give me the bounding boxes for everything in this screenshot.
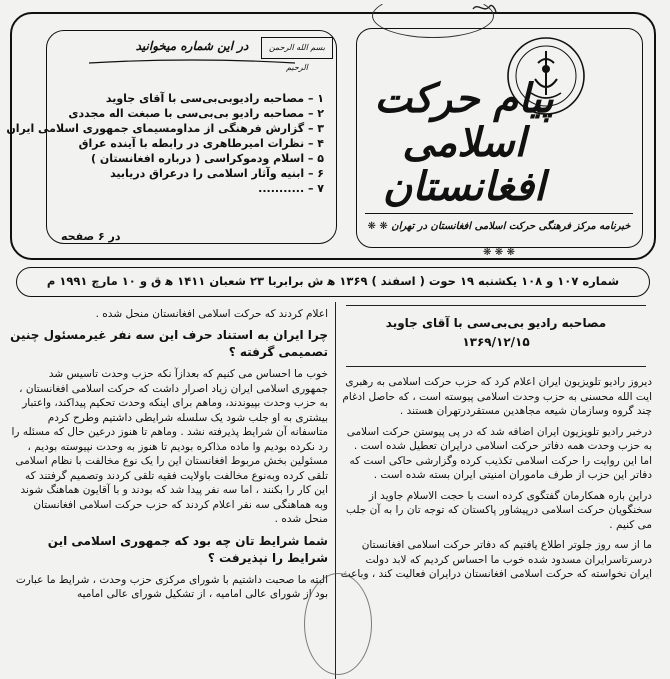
- interview-title: مصاحبه رادیو بی‌بی‌سی با آقای جاوید: [385, 316, 607, 330]
- article-paragraph: ما از سه روز جلوتر اطلاع یافتیم که دفاتر حرکت اسلامی افغانستان درسرتاسرایران مسدود شده خوب ما احساس کردیم که لابد دولت ایران نخواسته که حرکت اسلامی افغانستان درایران فعالیت کند ، وباعث: [340, 539, 652, 580]
- star-ornament-right: ❋ ❋ ❋: [482, 247, 516, 258]
- basmala: بسم الله الرحمن الرحيم: [261, 37, 333, 59]
- contents-item: ۲ – مصاحبه رادیو بی‌بی‌سی با صبغت اله مجددی: [68, 107, 324, 120]
- newspaper-title: پیام حرکت اسلامی افغانستان: [374, 75, 554, 210]
- interview-date: ۱۳۶۹/۱۲/۱۵: [462, 334, 530, 349]
- article-paragraph: دراین باره همکارمان گفتگوی کرده است با حجت الاسلام جاوید از سخنگویان حرکت اسلامی درپیشاور پاکستان که توجه تان را به آن جلب می کنیم .: [346, 489, 652, 531]
- contents-item: ۵ – اسلام ودموکراسی ( درباره افغانستان ): [91, 152, 324, 165]
- right-column: [340, 303, 652, 588]
- interview-heading-box: [346, 305, 646, 367]
- contents-list: [6, 91, 324, 196]
- contents-item: ۶ – ابنیه وآثار اسلامی را درعراق دریابید: [110, 167, 324, 180]
- article-paragraph: دیروز رادیو تلویزیون ایران اعلام کرد که حزب حرکت اسلامی به رهبری ایت الله محسنی به حزب وحدت اسلامی پیوسته است ، که حاصل ادغام چند گروه وسازمان شیعه مجاهدین مستقردرتهران هستند .: [342, 376, 652, 417]
- question-heading: شما شرایط تان چه بود که جمهوری اسلامی این شرایط را نپذیرفت ؟: [47, 533, 328, 565]
- contents-item: ۷ – ...........: [258, 182, 324, 195]
- answer-paragraph: خوب ما احساس می کنیم که بعدازآ نکه حزب وحدت تاسیس شد جمهوری اسلامی ایران زیاد اصرار داشت که حرکت اسلامی افغانستان ، به حزب وحدت بپیوندند، وماهم برای اینکه وحدت تحکیم پیداکند، واعتبار بیشتری به او جلب شود یک سلسله شرایطی داشتیم وطرح کردم متاسفانه آن شرایط پذیرفته نشد . وماهم تا هنوز درعین حال که مسئله را رد نکرده بودیم وا ماده مذاکره بودیم تا هنوز به وحدت نپیوسته بودیم ، مسئولین بخش مربوط افغانستان این را یک نوع مخالفت با نظام اسلامی تلقی کرده وبه‌نوع مخالفت باولایت فقیه تلقی کردند وتصمیم گرفتند که این کار را بکنند ، اما سه نفر پیدا شد که بودند و با آقایون هماهنگ شوند وبه هماهنگی سه نفر اعلام کردند که حزب حرکت اسلامی افغانستان منحل شده .: [11, 368, 328, 525]
- contents-footer: در ۶ صفحه: [61, 230, 121, 243]
- left-column: [10, 307, 328, 608]
- star-ornament-left: ❋ ❋: [367, 221, 388, 232]
- title-box: [356, 28, 643, 258]
- subtitle-bar: [365, 213, 633, 258]
- contents-box: [6, 30, 337, 244]
- contents-item: ۴ – نظرات امیرطاهری در رابطه با آینده عراق: [78, 137, 324, 150]
- stamp-mark-icon: [470, 0, 498, 18]
- contents-title: در این شماره میخوانید: [135, 39, 249, 53]
- answer-paragraph: البته ما صحبت داشتیم با شورای مرکزی حزب وحدت ، شرایط ما عبارت بود از شورای عالی امامیه ، از تشکیل شورای عالی امامیه: [15, 573, 328, 600]
- continued-text: اعلام کردند که حرکت اسلامی افغانستان منحل شده .: [95, 308, 328, 320]
- article-paragraph: درخبر رادیو تلویزیون ایران اضافه شد که در پی پیوستن حرکت اسلامی به حزب وحدت همه دفاتر حرکت اسلامی درایران تعطیل شده است . اما این روایت را حرکت اسلامی تکذیب کرده وگزارشی حاکی است که دفاتر این حزب از طرف ماموران امنیتی ایران بسته شده است .: [346, 425, 652, 481]
- issue-line: شماره ۱۰۷ و ۱۰۸ یکشنبه ۱۹ حوت ( اسفند ) ۱۳۶۹ ه‍ ش برابربا ۲۳ شعبان ۱۴۱۱ ه‍ ق و ۱۰ مارچ ۱۹۹۱ م: [16, 267, 650, 297]
- contents-item: ۱ – مصاحبه رادیوبی‌بی‌سی با آقای جاوید: [105, 92, 324, 105]
- archive-seal: [304, 573, 372, 675]
- title-underline-icon: [87, 59, 297, 67]
- contents-item: ۳ – گزارش فرهنگی از مداومسیمای جمهوری اسلامی ایران: [6, 122, 324, 135]
- question-heading: چرا ایران به استناد حرف این سه نفر غیرمسئول چنین تصمیمی گرفته ؟: [10, 328, 328, 359]
- subtitle: خبرنامه مرکز فرهنگی حرکت اسلامی افغانستان در تهران: [391, 221, 631, 232]
